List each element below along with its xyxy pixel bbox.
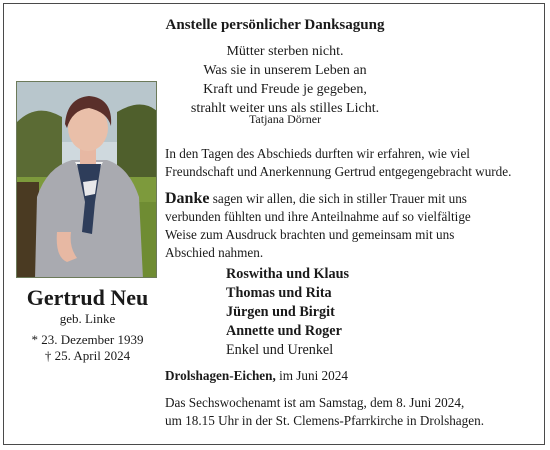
thanks-paragraph-2 <box>165 190 540 262</box>
service-info <box>165 394 540 430</box>
mourner-name: Annette und Roger <box>226 323 342 339</box>
text-line: um 18.15 Uhr in der St. Clemens-Pfarrkirche in Drolshagen. <box>165 413 484 428</box>
mourner-name: Roswitha und Klaus <box>226 266 350 282</box>
poem-line: Was sie in unserem Leben an <box>203 63 367 78</box>
poem-author: Tatjana Dörner <box>248 112 322 126</box>
deceased-name: Gertrud Neu <box>26 285 149 310</box>
poem <box>150 42 420 118</box>
text-line: Abschied nahmen. <box>165 245 264 260</box>
text-line: Freundschaft und Anerkennung Gertrud entgegengebracht wurde. <box>165 164 512 179</box>
date: im Juni 2024 <box>275 368 348 383</box>
maiden-name: geb. Linke <box>59 311 116 326</box>
text-line: In den Tagen des Abschieds durften wir erfahren, wie viel <box>165 146 470 161</box>
place: Drolshagen-Eichen, <box>165 368 276 383</box>
text-line: verbunden fühlten und ihre Anteilnahme auf so vielfältige <box>165 209 471 224</box>
mourners-list <box>226 265 526 360</box>
place-date <box>165 368 540 384</box>
danke-word: Danke <box>165 190 210 207</box>
death-date: † 25. April 2024 <box>44 348 131 363</box>
text-line: Weise zum Ausdruck brachten und gemeinsam mit uns <box>165 227 455 242</box>
text-line: Das Sechswochenamt ist am Samstag, dem 8. Juni 2024, <box>165 395 465 410</box>
poem-line: Mütter sterben nicht. <box>226 44 344 59</box>
birth-date: * 23. Dezember 1939 <box>31 332 144 347</box>
text-line <box>165 190 540 208</box>
poem-line: Kraft und Freude je gegeben, <box>203 82 367 97</box>
portrait-illustration <box>17 82 157 278</box>
notice-heading: Anstelle persönlicher Danksagung <box>165 17 385 33</box>
portrait-photo <box>16 81 157 278</box>
thanks-paragraph-1 <box>165 145 540 181</box>
poem-line: strahlt weiter uns als stilles Licht. <box>190 101 380 116</box>
mourner-extra: Enkel und Urenkel <box>226 342 334 358</box>
mourner-name: Thomas und Rita <box>226 285 332 301</box>
text-fragment: sagen wir allen, die sich in stiller Trauer mit uns <box>209 191 467 206</box>
mourner-name: Jürgen und Birgit <box>226 304 335 320</box>
